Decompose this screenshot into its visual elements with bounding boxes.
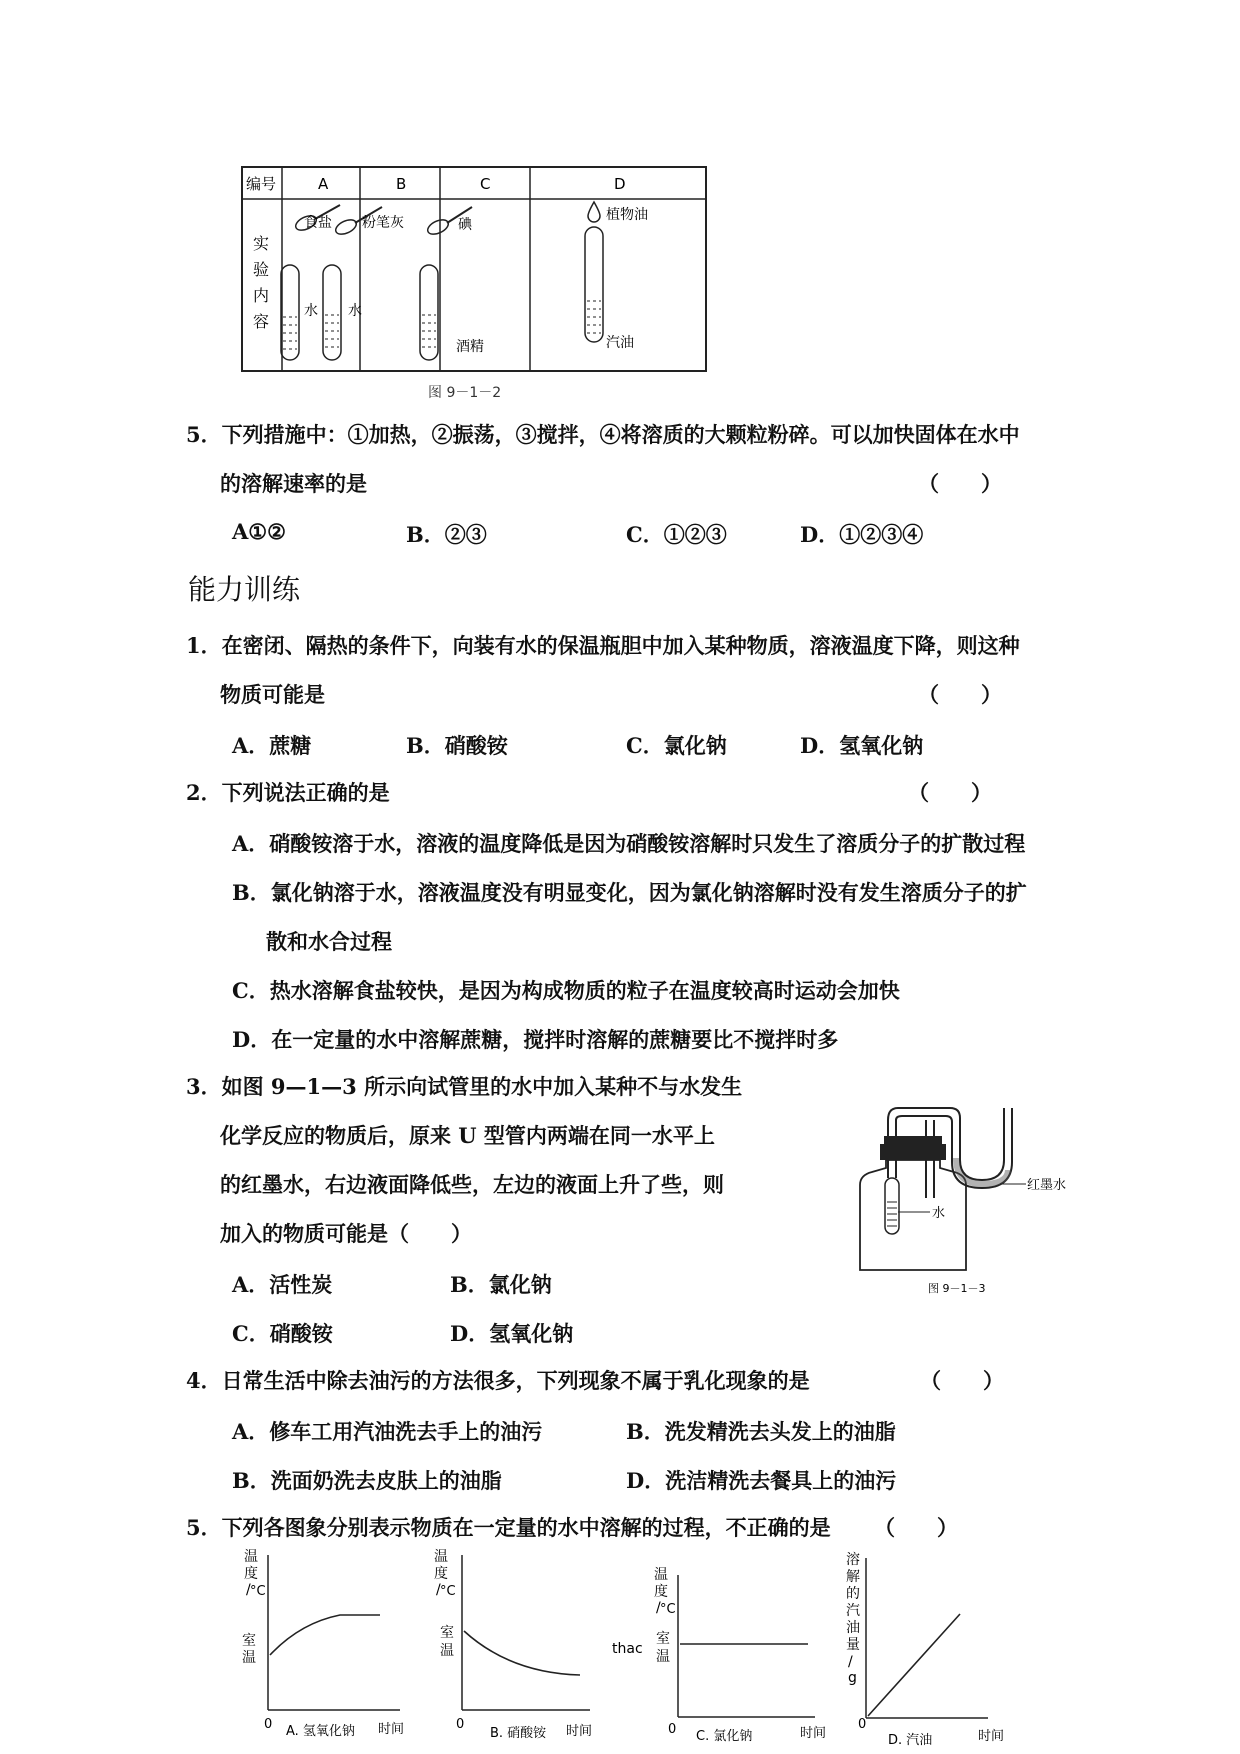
- option-b: B．洗发精洗去头发上的油脂: [626, 1419, 896, 1444]
- room-temp-char: 室: [656, 1631, 670, 1647]
- axis-label-char: 量: [846, 1637, 860, 1653]
- graph-b: [420, 1545, 620, 1745]
- question-text: 1．在密闭、隔热的条件下，向装有水的保温瓶胆中加入某种物质，溶液温度下降，则这种: [186, 633, 1020, 658]
- row-label-char: 验: [253, 260, 270, 279]
- room-temp-char: 温: [656, 1649, 670, 1665]
- axis-label-char: /: [656, 1600, 661, 1616]
- option-d: D．在一定量的水中溶解蔗糖，搅拌时溶解的蔗糖要比不搅拌时多: [232, 1027, 839, 1052]
- axis-label-char: °C: [250, 1584, 266, 1599]
- option-c: C．硝酸铵: [232, 1321, 333, 1346]
- time-label: 时间: [566, 1724, 593, 1739]
- question-text: 的红墨水，右边液面降低些，左边的液面上升了些，则: [220, 1172, 724, 1197]
- experiment-c: [420, 207, 484, 360]
- figure-9-1-2: [240, 165, 710, 375]
- experiment-d: [585, 202, 648, 351]
- experiment-a: [281, 205, 340, 360]
- option-b: B．氯化钠: [450, 1272, 552, 1297]
- option-a: A①②: [232, 519, 286, 544]
- graph-a: [230, 1545, 430, 1745]
- axis-label-char: 温: [434, 1549, 448, 1565]
- col-label-c: C: [480, 175, 491, 193]
- row-label-char: 内: [253, 286, 270, 305]
- graph-caption: D. 汽油: [888, 1733, 933, 1748]
- time-label: 时间: [800, 1726, 827, 1741]
- answer-paren: （ ）: [908, 780, 992, 805]
- option-b: B．氯化钠溶于水，溶液温度没有明显变化，因为氯化钠溶解时没有发生溶质分子的扩: [232, 880, 1027, 905]
- axis-label-char: 温: [654, 1567, 668, 1583]
- origin-label: 0: [264, 1717, 273, 1732]
- option-a: A．活性炭: [232, 1272, 333, 1297]
- option-d: D．氢氧化钠: [800, 733, 924, 758]
- col-label-a: A: [318, 175, 329, 193]
- option-b-continued: 散和水合过程: [266, 929, 392, 954]
- option-a: A．修车工用汽油洗去手上的油污: [232, 1419, 543, 1444]
- option-b-second: B．洗面奶洗去皮肤上的油脂: [232, 1468, 502, 1493]
- room-temp-char: 室: [242, 1633, 256, 1649]
- graph-caption: C. 氯化钠: [696, 1729, 753, 1744]
- row-label-char: 容: [253, 312, 270, 331]
- axis-label-char: 度: [244, 1566, 258, 1582]
- axis-label-char: 溶: [846, 1552, 860, 1568]
- axis-label-char: °C: [660, 1602, 676, 1617]
- axis-label-char: /: [848, 1654, 853, 1670]
- question-text: 2．下列说法正确的是: [186, 780, 390, 805]
- solvent-label: 汽油: [606, 335, 634, 351]
- axis-label-char: 汽: [846, 1603, 860, 1619]
- answer-paren: （ ）: [874, 1515, 958, 1540]
- graph-d: [830, 1548, 1030, 1750]
- experiment-b: [323, 207, 404, 360]
- answer-paren: （ ）: [918, 682, 1002, 707]
- axis-label-char: /: [246, 1582, 251, 1598]
- answer-paren: （ ）: [918, 471, 1002, 496]
- question-text: 物质可能是: [220, 682, 325, 707]
- option-d: D．氢氧化钠: [450, 1321, 574, 1346]
- axis-label-char: 度: [434, 1566, 448, 1582]
- room-temp-char: 温: [440, 1643, 454, 1659]
- axis-label-char: g: [848, 1670, 857, 1686]
- question-text: 5．下列各图象分别表示物质在一定量的水中溶解的过程，不正确的是: [186, 1515, 831, 1540]
- graph-c: [610, 1565, 830, 1750]
- solute-label: 粉笔灰: [362, 215, 404, 231]
- question-text: 加入的物质可能是（ ）: [220, 1221, 472, 1246]
- curve-nh4no3: [464, 1631, 580, 1675]
- figure-9-1-3: [840, 1080, 1070, 1300]
- room-temp-char: 室: [440, 1625, 454, 1641]
- table-header-label: 编号: [246, 175, 277, 193]
- time-label: 时间: [978, 1729, 1005, 1744]
- water-label: 水: [932, 1206, 946, 1221]
- graph-caption: A. 氢氧化钠: [286, 1724, 355, 1739]
- axis-label-char: 度: [654, 1584, 668, 1600]
- origin-label: 0: [668, 1722, 677, 1737]
- option-a: A．硝酸铵溶于水，溶液的温度降低是因为硝酸铵溶解时只发生了溶质分子的扩散过程: [232, 831, 1026, 856]
- option-b: B．②③: [406, 522, 487, 547]
- question-text: 3．如图 9—1—3 所示向试管里的水中加入某种不与水发生: [186, 1074, 743, 1099]
- answer-paren: （ ）: [920, 1368, 1004, 1393]
- question-text: 化学反应的物质后，原来 U 型管内两端在同一水平上: [220, 1123, 715, 1148]
- oil-drop-icon: [588, 202, 600, 222]
- figure-caption: 图 9－1－2: [428, 385, 502, 401]
- axis-label-char: 温: [244, 1549, 258, 1565]
- section-title: 能力训练: [188, 573, 301, 606]
- col-label-d: D: [614, 175, 626, 193]
- option-a: A．蔗糖: [232, 733, 312, 758]
- axis-label-char: 解: [846, 1569, 860, 1585]
- row-label-char: 实: [253, 234, 270, 253]
- red-ink-label: 红墨水: [1027, 1178, 1067, 1193]
- option-d: D．①②③④: [800, 522, 924, 547]
- solute-label: 碘: [458, 217, 472, 233]
- question-text: 5．下列措施中：①加热，②振荡，③搅拌，④将溶质的大颗粒粉碎。可以加快固体在水中: [186, 422, 1020, 447]
- col-label-b: B: [396, 175, 407, 193]
- time-label: 时间: [378, 1722, 405, 1737]
- question-text: 的溶解速率的是: [220, 471, 367, 496]
- option-b: B．硝酸铵: [406, 733, 508, 758]
- room-temp-char: 温: [242, 1650, 256, 1666]
- axis-label-char: °C: [440, 1584, 456, 1599]
- solvent-label: 酒精: [456, 339, 484, 355]
- origin-label: 0: [858, 1717, 867, 1732]
- solvent-label: 水: [304, 303, 318, 319]
- stray-label: thac: [612, 1641, 643, 1657]
- option-c: C．热水溶解食盐较快，是因为构成物质的粒子在温度较高时运动会加快: [232, 978, 900, 1003]
- solute-label: 食盐: [304, 215, 332, 231]
- axis-label-char: /: [436, 1582, 441, 1598]
- curve-naoh: [270, 1615, 380, 1655]
- option-d: D．洗洁精洗去餐具上的油污: [626, 1468, 897, 1493]
- solvent-label: 水: [348, 303, 362, 319]
- graph-caption: B. 硝酸铵: [490, 1726, 547, 1741]
- solute-label: 植物油: [606, 207, 648, 223]
- origin-label: 0: [456, 1717, 465, 1732]
- option-c: C．氯化钠: [626, 733, 727, 758]
- curve-gasoline: [868, 1614, 960, 1716]
- question-text: 4．日常生活中除去油污的方法很多，下列现象不属于乳化现象的是: [186, 1368, 810, 1393]
- figure-caption: 图 9－1－3: [928, 1282, 986, 1295]
- option-c: C．①②③: [626, 522, 727, 547]
- axis-label-char: 的: [846, 1586, 860, 1602]
- axis-label-char: 油: [846, 1620, 860, 1636]
